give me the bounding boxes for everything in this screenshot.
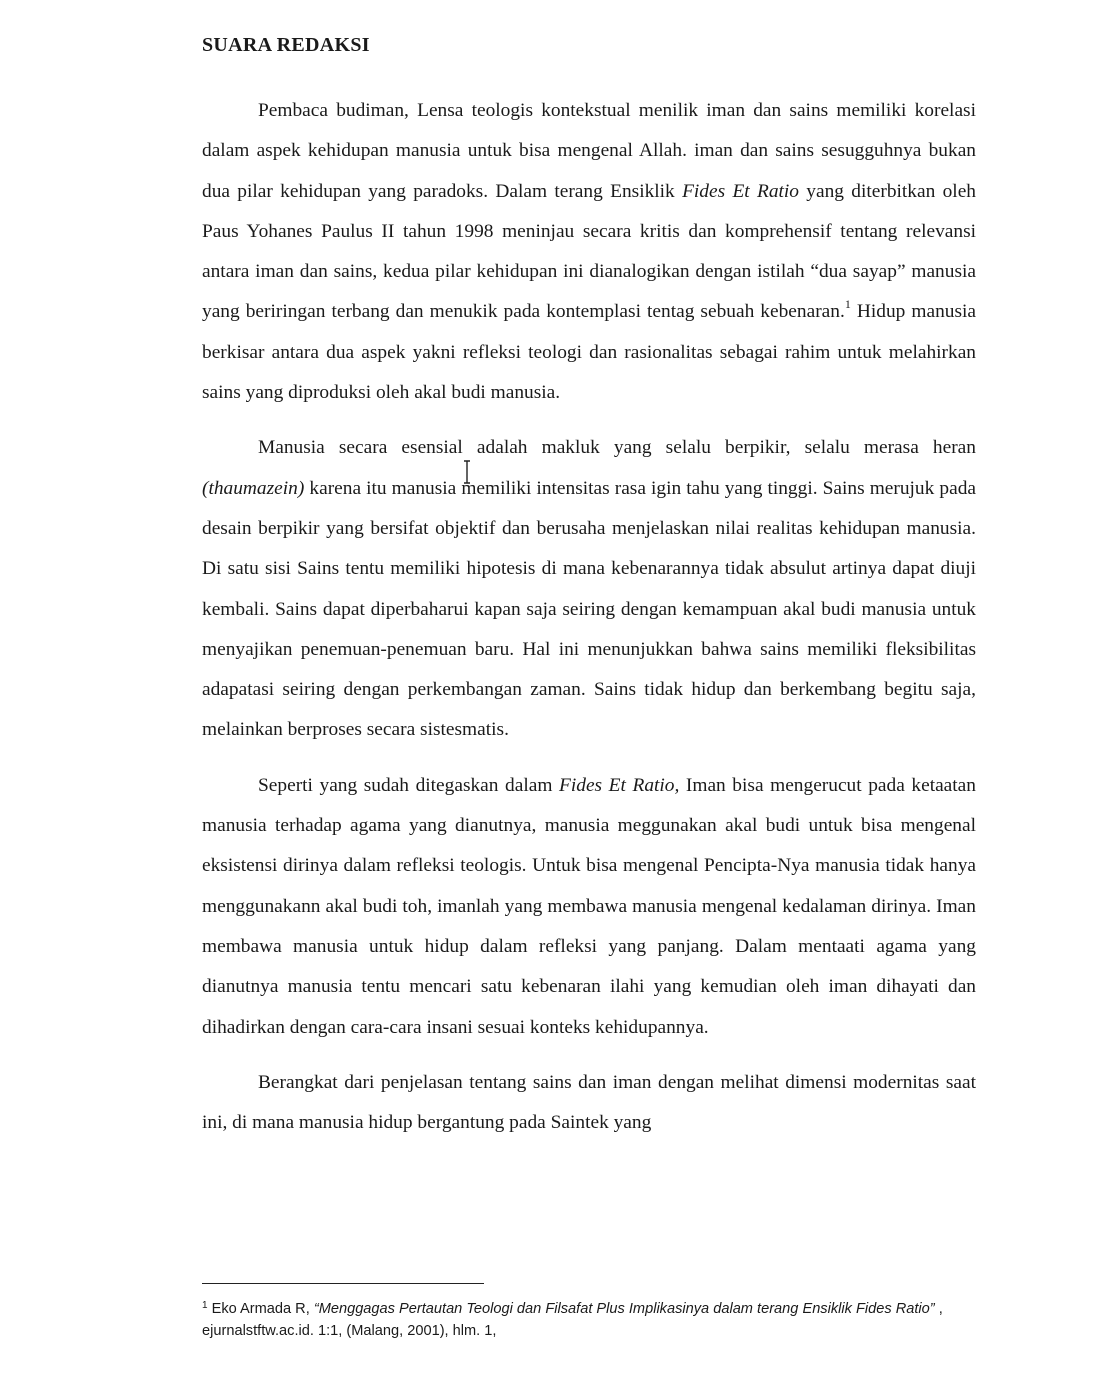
- footnote-divider: [202, 1283, 484, 1284]
- text-span: Iman bisa mengerucut pada ketaatan manusia terhadap agama yang dianutnya, manusia meggunakan akal budi untuk bisa mengenal eksistensi dirinya dalam refleksi teologis. Untuk bisa mengenal Pencipta-Nya manusia tidak hanya menggunakann akal budi toh, imanlah yang membawa manusia mengenal kedalaman dirinya. Iman membawa manusia untuk hidup dalam refleksi yang panjang. Dalam mentaati agama yang dianutnya manusia tentu mencari satu kebenaran ilahi yang kemudian oleh iman dihayati dan dihadirkan dengan cara-cara insani sesuai konteks kehidupannya.: [202, 774, 976, 1038]
- text-span: , ejurnalstftw.ac.id. 1:1, (Malang, 2001), hlm. 1,: [202, 1301, 943, 1339]
- text-span: Eko Armada R,: [207, 1301, 314, 1317]
- paragraph-4: [202, 1063, 976, 1144]
- text-cursor-icon: [462, 460, 472, 484]
- text-span: karena itu manusia memiliki intensitas rasa igin tahu yang tinggi. Sains merujuk pada desain berpikir yang bersifat objektif dan berusaha menjelaskan nilai realitas kehidupan manusia. Di satu sisi Sains tentu memiliki hipotesis di mana kebenarannya tidak absulut artinya dapat diuji kembali. Sains dapat diperbaharui kapan saja seiring dengan kemampuan akal budi manusia untuk menyajikan penemuan-penemuan baru. Hal ini menunjukkan bahwa sains memiliki fleksibilitas adapatasi seiring dengan perkembangan zaman. Sains tidak hidup dan berkembang begitu saja, melainkan berproses secara sistesmatis.: [202, 477, 976, 741]
- text-span: Manusia secara esensial adalah makluk yang selalu berpikir, selalu merasa heran: [258, 437, 976, 459]
- footnote: [202, 1298, 976, 1342]
- italic-text: Fides Et Ratio: [682, 180, 799, 202]
- paragraph-1: [202, 91, 976, 413]
- text-span: Seperti yang sudah ditegaskan dalam: [258, 774, 560, 796]
- text-span: Pembaca budiman, Lensa teologis kontekstual menilik iman dan sains memiliki korelasi dalam aspek kehidupan manusia untuk bisa mengenal Allah. iman dan sains sesugguhnya bukan dua pilar kehidupan yang paradoks. Dalam terang Ensiklik: [202, 100, 976, 202]
- footnote-ref: 1: [844, 297, 851, 312]
- page-title: SUARA REDAKSI: [202, 34, 370, 56]
- italic-text: “Menggagas Pertautan Teologi dan Filsafat Plus Implikasinya dalam terang Ensiklik Fides Ratio”: [313, 1301, 935, 1317]
- document-page: [202, 34, 976, 1143]
- footnote-number: 1: [202, 1300, 208, 1311]
- text-span: Hidup manusia berkisar antara dua aspek yakni refleksi teologi dan rasionalitas sebagai rahim untuk melahirkan sains yang diproduksi oleh akal budi manusia.: [202, 301, 976, 404]
- document-body: [202, 91, 976, 1143]
- text-span: yang diterbitkan oleh Paus Yohanes Paulus II tahun 1998 meninjau secara kritis dan komprehensif tentang relevansi antara iman dan sains, kedua pilar kehidupan ini dianalogikan dengan istilah “dua sayap” manusia yang beriringan terbang dan menukik pada kontemplasi tentag sebuah kebenaran.: [202, 180, 976, 323]
- italic-text: Fides Et Ratio,: [559, 774, 680, 796]
- paragraph-3: [202, 766, 976, 1048]
- text-span: Berangkat dari penjelasan tentang sains dan iman dengan melihat dimensi modernitas saat ini, di mana manusia hidup bergantung pada Saintek yang: [202, 1071, 976, 1134]
- italic-text: (thaumazein): [202, 477, 305, 499]
- paragraph-2: [202, 428, 976, 750]
